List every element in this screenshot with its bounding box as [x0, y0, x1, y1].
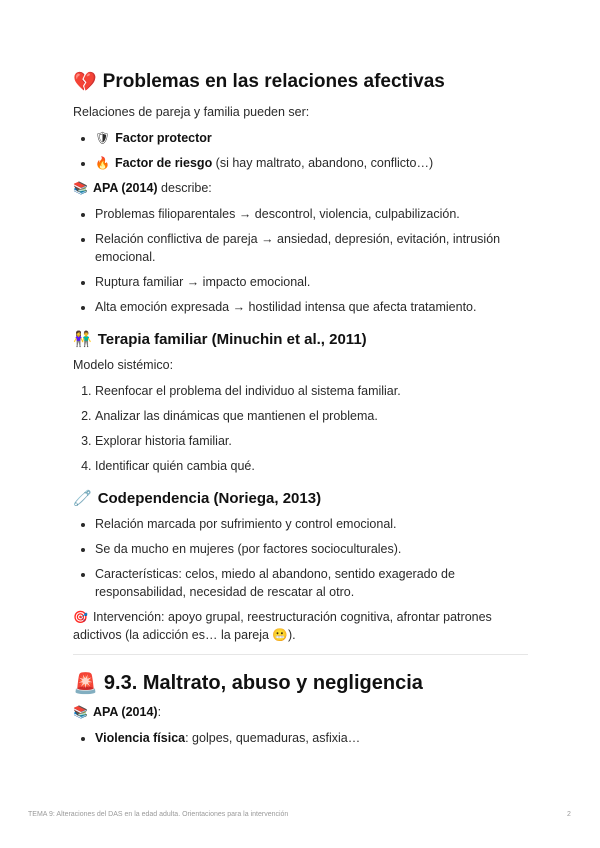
books-icon: 📚 — [73, 705, 88, 719]
list-item: • Alta emoción expresada → hostilidad intensa que afecta tratamiento. — [95, 298, 533, 316]
list-item: 3. Explorar historia familiar. — [95, 432, 533, 450]
list-item: • Se da mucho en mujeres (por factores socioculturales). — [95, 540, 533, 558]
list-item: • Características: celos, miedo al abandono, sentido exagerado de responsabilidad, necesidad de rescatar al otro. — [95, 565, 533, 601]
list-item: • Violencia física: golpes, quemaduras, asfixia… — [95, 729, 533, 747]
list-item: 2. Analizar las dinámicas que mantienen el problema. — [95, 407, 533, 425]
target-icon: 🎯 — [73, 610, 88, 624]
list-item: • 🔥 Factor de riesgo (si hay maltrato, abandono, conflicto…) — [95, 154, 533, 172]
shield-icon: 🛡 — [95, 131, 111, 145]
paragraph: Modelo sistémico: — [73, 358, 174, 372]
list-item: 4. Identificar quién cambia qué. — [95, 457, 533, 475]
section-title: 🧷 Codependencia (Noriega, 2013) — [73, 489, 322, 507]
books-icon: 📚 — [73, 181, 88, 195]
section-title: 🚨 9.3. Maltrato, abuso y negligencia — [73, 671, 423, 695]
list-item: • Relación marcada por sufrimiento y control emocional. — [95, 515, 533, 533]
numbered-list — [73, 382, 533, 475]
divider — [73, 654, 528, 655]
couple-icon: 👫 — [73, 330, 92, 348]
fire-icon: 🔥 — [95, 156, 110, 170]
list-item: • Ruptura familiar → impacto emocional. — [95, 273, 533, 291]
bullet-list — [73, 729, 533, 747]
bullet-list — [73, 205, 533, 316]
list-item: • Problemas filioparentales → descontrol, violencia, culpabilización. — [95, 205, 533, 223]
paragraph: 📚 APA (2014) describe: — [73, 181, 212, 195]
list-item: • 🛡 Factor protector — [95, 129, 533, 147]
bullet-list — [73, 129, 533, 172]
document-page — [73, 70, 533, 754]
list-item: • Relación conflictiva de pareja → ansiedad, depresión, evitación, intrusión emocional. — [95, 230, 533, 266]
paragraph: Relaciones de pareja y familia pueden ser: — [73, 105, 310, 119]
page-number: 2 — [567, 811, 571, 818]
siren-icon: 🚨 — [73, 671, 98, 695]
broken-heart-icon: 💔 — [73, 71, 97, 93]
paragraph: 🎯 Intervención: apoyo grupal, reestructuración cognitiva, afrontar patrones adictivos (la adicción es… la pareja 😬). — [73, 610, 492, 642]
section-title: 💔 Problemas en las relaciones afectivas — [73, 70, 445, 93]
paragraph: 📚 APA (2014): — [73, 705, 162, 719]
paperclip-icon: 🧷 — [73, 489, 92, 507]
page-footer: TEMA 9: Alteraciones del DAS en la edad adulta. Orientaciones para la intervención — [28, 811, 289, 818]
bullet-list — [73, 515, 533, 601]
list-item: 1. Reenfocar el problema del individuo al sistema familiar. — [95, 382, 533, 400]
section-title: 👫 Terapia familiar (Minuchin et al., 2011) — [73, 330, 367, 348]
